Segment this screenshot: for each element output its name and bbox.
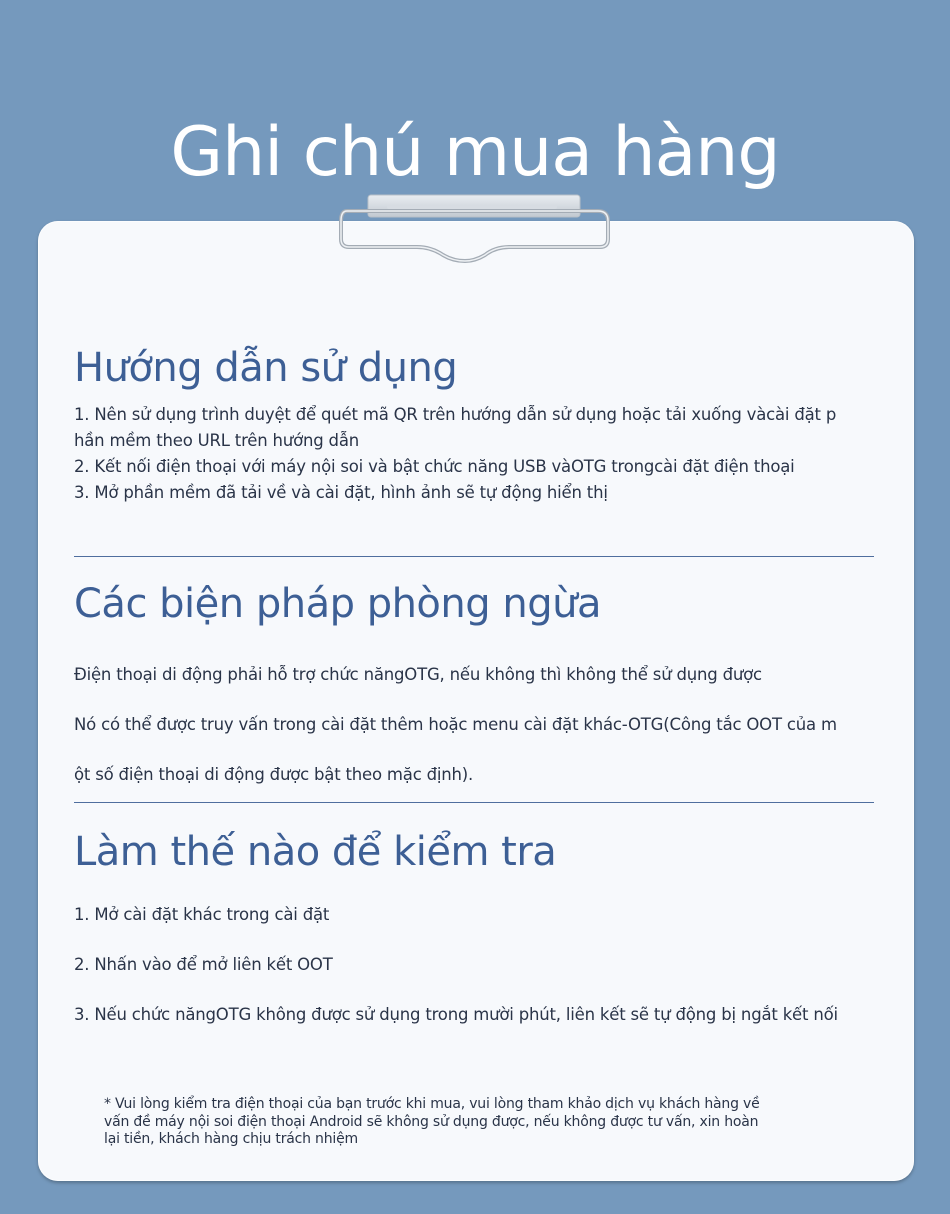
clipboard-clip-icon: [335, 193, 610, 265]
section-line: 1. Nên sử dụng trình duyệt để quét mã QR trên hướng dẫn sử dụng hoặc tải xuống vàcài đặt p: [74, 405, 837, 424]
section-how-to-check: [74, 826, 904, 1040]
section-heading: Các biện pháp phòng ngừa: [74, 581, 601, 627]
section-usage-guide: [74, 342, 904, 506]
section-line: 3. Nếu chức năngOTG không được sử dụng trong mười phút, liên kết sẽ tự động bị ngắt kết nối: [74, 1005, 838, 1024]
section-heading: Làm thế nào để kiểm tra: [74, 829, 557, 875]
note-line: * Vui lòng kiểm tra điện thoại của bạn trước khi mua, vui lòng tham khảo dịch vụ khách hàng về: [104, 1096, 760, 1112]
note-line: vấn đề máy nội soi điện thoại Android sẽ không sử dụng được, nếu không được tư vấn, xin hoàn: [104, 1113, 759, 1130]
section-precautions: [74, 578, 904, 800]
section-line: hần mềm theo URL trên hướng dẫn: [74, 431, 359, 450]
section-heading: Hướng dẫn sử dụng: [74, 345, 458, 391]
section-line: Điện thoại di động phải hỗ trợ chức năngOTG, nếu không thì không thể sử dụng được: [74, 665, 762, 684]
purchase-note: [104, 1096, 854, 1149]
page-title: Ghi chú mua hàng: [170, 112, 780, 192]
section-line: 1. Mở cài đặt khác trong cài đặt: [74, 905, 330, 924]
section-divider: [74, 556, 874, 557]
section-divider: [74, 802, 874, 803]
section-line: Nó có thể được truy vấn trong cài đặt thêm hoặc menu cài đặt khác-OTG(Công tắc OOT của m: [74, 715, 837, 734]
section-line: 2. Kết nối điện thoại với máy nội soi và bật chức năng USB vàOTG trongcài đặt điện thoại: [74, 457, 795, 476]
section-line: 2. Nhấn vào để mở liên kết OOT: [74, 955, 333, 974]
section-line: 3. Mở phần mềm đã tải về và cài đặt, hình ảnh sẽ tự động hiển thị: [74, 483, 608, 502]
note-line: lại tiền, khách hàng chịu trách nhiệm: [104, 1131, 358, 1147]
section-line: ột số điện thoại di động được bật theo mặc định).: [74, 765, 474, 784]
